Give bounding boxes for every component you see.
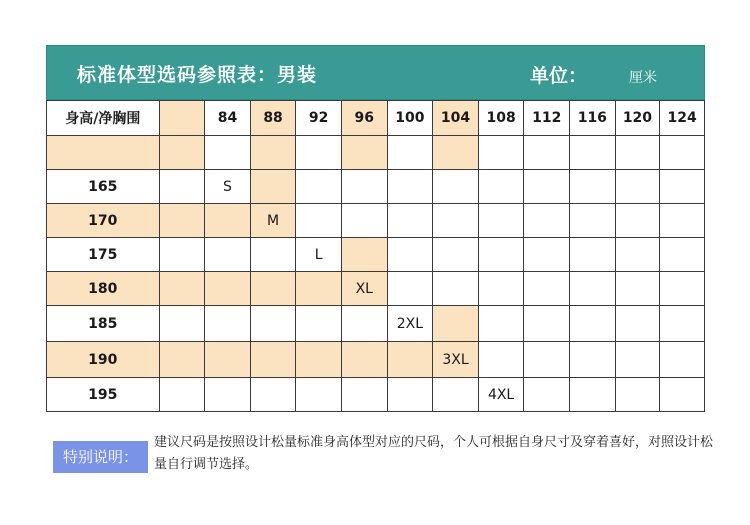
size-cell bbox=[387, 342, 433, 378]
chest-header-cell: 84 bbox=[205, 101, 251, 136]
size-cell bbox=[478, 238, 524, 272]
size-cell bbox=[433, 170, 479, 204]
size-cell bbox=[296, 170, 342, 204]
size-cell bbox=[387, 378, 433, 412]
size-cell bbox=[524, 136, 570, 170]
size-cell bbox=[341, 306, 387, 342]
height-cell: 165 bbox=[47, 170, 160, 204]
corner-label: 身高/净胸围 bbox=[47, 101, 160, 136]
size-cell bbox=[387, 272, 433, 306]
size-cell bbox=[570, 204, 616, 238]
size-cell bbox=[159, 378, 205, 412]
size-cell bbox=[478, 272, 524, 306]
size-cell bbox=[570, 238, 616, 272]
size-cell bbox=[159, 306, 205, 342]
size-row bbox=[47, 378, 705, 412]
size-cell bbox=[524, 272, 570, 306]
size-cell bbox=[524, 342, 570, 378]
chest-header-cell: 108 bbox=[478, 101, 524, 136]
chart-header bbox=[46, 45, 705, 100]
size-cell bbox=[159, 342, 205, 378]
size-row bbox=[47, 306, 705, 342]
size-cell bbox=[341, 238, 387, 272]
size-cell bbox=[615, 342, 660, 378]
size-cell bbox=[159, 136, 205, 170]
size-cell bbox=[660, 272, 705, 306]
size-cell bbox=[524, 238, 570, 272]
size-row bbox=[47, 204, 705, 238]
size-cell bbox=[615, 136, 660, 170]
size-cell bbox=[296, 306, 342, 342]
size-cell bbox=[341, 170, 387, 204]
size-cell bbox=[205, 204, 251, 238]
size-cell bbox=[524, 306, 570, 342]
size-cell bbox=[615, 306, 660, 342]
size-cell: 4XL bbox=[478, 378, 524, 412]
size-cell bbox=[660, 238, 705, 272]
size-cell bbox=[250, 136, 296, 170]
size-cell bbox=[660, 170, 705, 204]
size-cell bbox=[250, 170, 296, 204]
size-cell bbox=[615, 204, 660, 238]
size-cell bbox=[660, 342, 705, 378]
unit-label: 单位： bbox=[530, 65, 588, 87]
height-cell: 170 bbox=[47, 204, 160, 238]
size-cell bbox=[387, 204, 433, 238]
chart-title: 标准体型选码参照表：男装 bbox=[77, 64, 318, 86]
size-cell bbox=[205, 136, 251, 170]
size-cell bbox=[250, 306, 296, 342]
size-cell bbox=[341, 342, 387, 378]
size-row bbox=[47, 342, 705, 378]
size-cell bbox=[478, 342, 524, 378]
size-cell bbox=[660, 204, 705, 238]
size-cell bbox=[341, 136, 387, 170]
size-cell bbox=[341, 378, 387, 412]
size-cell bbox=[250, 378, 296, 412]
size-row bbox=[47, 238, 705, 272]
size-cell bbox=[570, 378, 616, 412]
size-cell bbox=[615, 272, 660, 306]
size-cell bbox=[478, 306, 524, 342]
chest-header-cell: 112 bbox=[524, 101, 570, 136]
size-cell bbox=[524, 378, 570, 412]
chest-header-cell: 116 bbox=[570, 101, 616, 136]
size-cell bbox=[387, 170, 433, 204]
size-cell bbox=[478, 136, 524, 170]
size-cell bbox=[159, 238, 205, 272]
size-cell: S bbox=[205, 170, 251, 204]
chest-header-cell: 104 bbox=[433, 101, 479, 136]
size-cell bbox=[570, 170, 616, 204]
size-cell bbox=[615, 378, 660, 412]
size-cell bbox=[159, 272, 205, 306]
size-cell bbox=[296, 136, 342, 170]
size-cell bbox=[296, 204, 342, 238]
size-chart bbox=[46, 45, 705, 412]
chest-header-cell: 124 bbox=[660, 101, 705, 136]
size-cell bbox=[205, 238, 251, 272]
size-cell: 3XL bbox=[433, 342, 479, 378]
chest-header-cell: 92 bbox=[296, 101, 342, 136]
size-cell bbox=[660, 378, 705, 412]
size-cell bbox=[387, 136, 433, 170]
size-cell bbox=[478, 170, 524, 204]
size-table bbox=[46, 100, 705, 412]
size-cell bbox=[250, 272, 296, 306]
size-cell bbox=[250, 238, 296, 272]
size-cell bbox=[433, 272, 479, 306]
special-note-text: 建议尺码是按照设计松量标准身高体型对应的尺码，个人可根据自身尺寸及穿着喜好，对照设计松量自行调节选择。 bbox=[154, 435, 714, 472]
size-cell bbox=[524, 170, 570, 204]
height-cell: 195 bbox=[47, 378, 160, 412]
size-cell: XL bbox=[341, 272, 387, 306]
size-cell bbox=[478, 204, 524, 238]
height-cell: 175 bbox=[47, 238, 160, 272]
size-cell bbox=[433, 204, 479, 238]
size-cell: 2XL bbox=[387, 306, 433, 342]
size-cell: M bbox=[250, 204, 296, 238]
size-cell bbox=[433, 306, 479, 342]
size-cell bbox=[250, 342, 296, 378]
chest-header-cell: 96 bbox=[341, 101, 387, 136]
height-cell bbox=[47, 136, 160, 170]
size-cell bbox=[433, 238, 479, 272]
size-cell bbox=[660, 306, 705, 342]
size-row bbox=[47, 272, 705, 306]
height-cell: 190 bbox=[47, 342, 160, 378]
size-cell bbox=[387, 238, 433, 272]
chest-header-cell: 88 bbox=[250, 101, 296, 136]
chest-header-cell: 120 bbox=[615, 101, 660, 136]
size-cell bbox=[524, 204, 570, 238]
size-cell bbox=[205, 378, 251, 412]
size-cell bbox=[433, 136, 479, 170]
size-cell bbox=[570, 342, 616, 378]
size-cell bbox=[296, 272, 342, 306]
size-cell bbox=[296, 342, 342, 378]
size-cell bbox=[205, 272, 251, 306]
size-cell bbox=[159, 170, 205, 204]
size-cell bbox=[296, 378, 342, 412]
size-cell bbox=[615, 238, 660, 272]
size-cell bbox=[660, 136, 705, 170]
size-cell bbox=[570, 306, 616, 342]
size-cell bbox=[615, 170, 660, 204]
chest-header-cell bbox=[159, 101, 205, 136]
size-row bbox=[47, 170, 705, 204]
header-row bbox=[47, 101, 705, 136]
size-cell bbox=[205, 342, 251, 378]
size-cell bbox=[159, 204, 205, 238]
height-cell: 180 bbox=[47, 272, 160, 306]
special-note-badge: 特别说明： bbox=[53, 441, 148, 473]
size-row bbox=[47, 136, 705, 170]
size-cell bbox=[341, 204, 387, 238]
size-cell bbox=[570, 272, 616, 306]
size-cell bbox=[570, 136, 616, 170]
chest-header-cell: 100 bbox=[387, 101, 433, 136]
size-cell bbox=[205, 306, 251, 342]
height-cell: 185 bbox=[47, 306, 160, 342]
size-cell: L bbox=[296, 238, 342, 272]
size-cell bbox=[433, 378, 479, 412]
unit-value: 厘米 bbox=[629, 70, 657, 86]
